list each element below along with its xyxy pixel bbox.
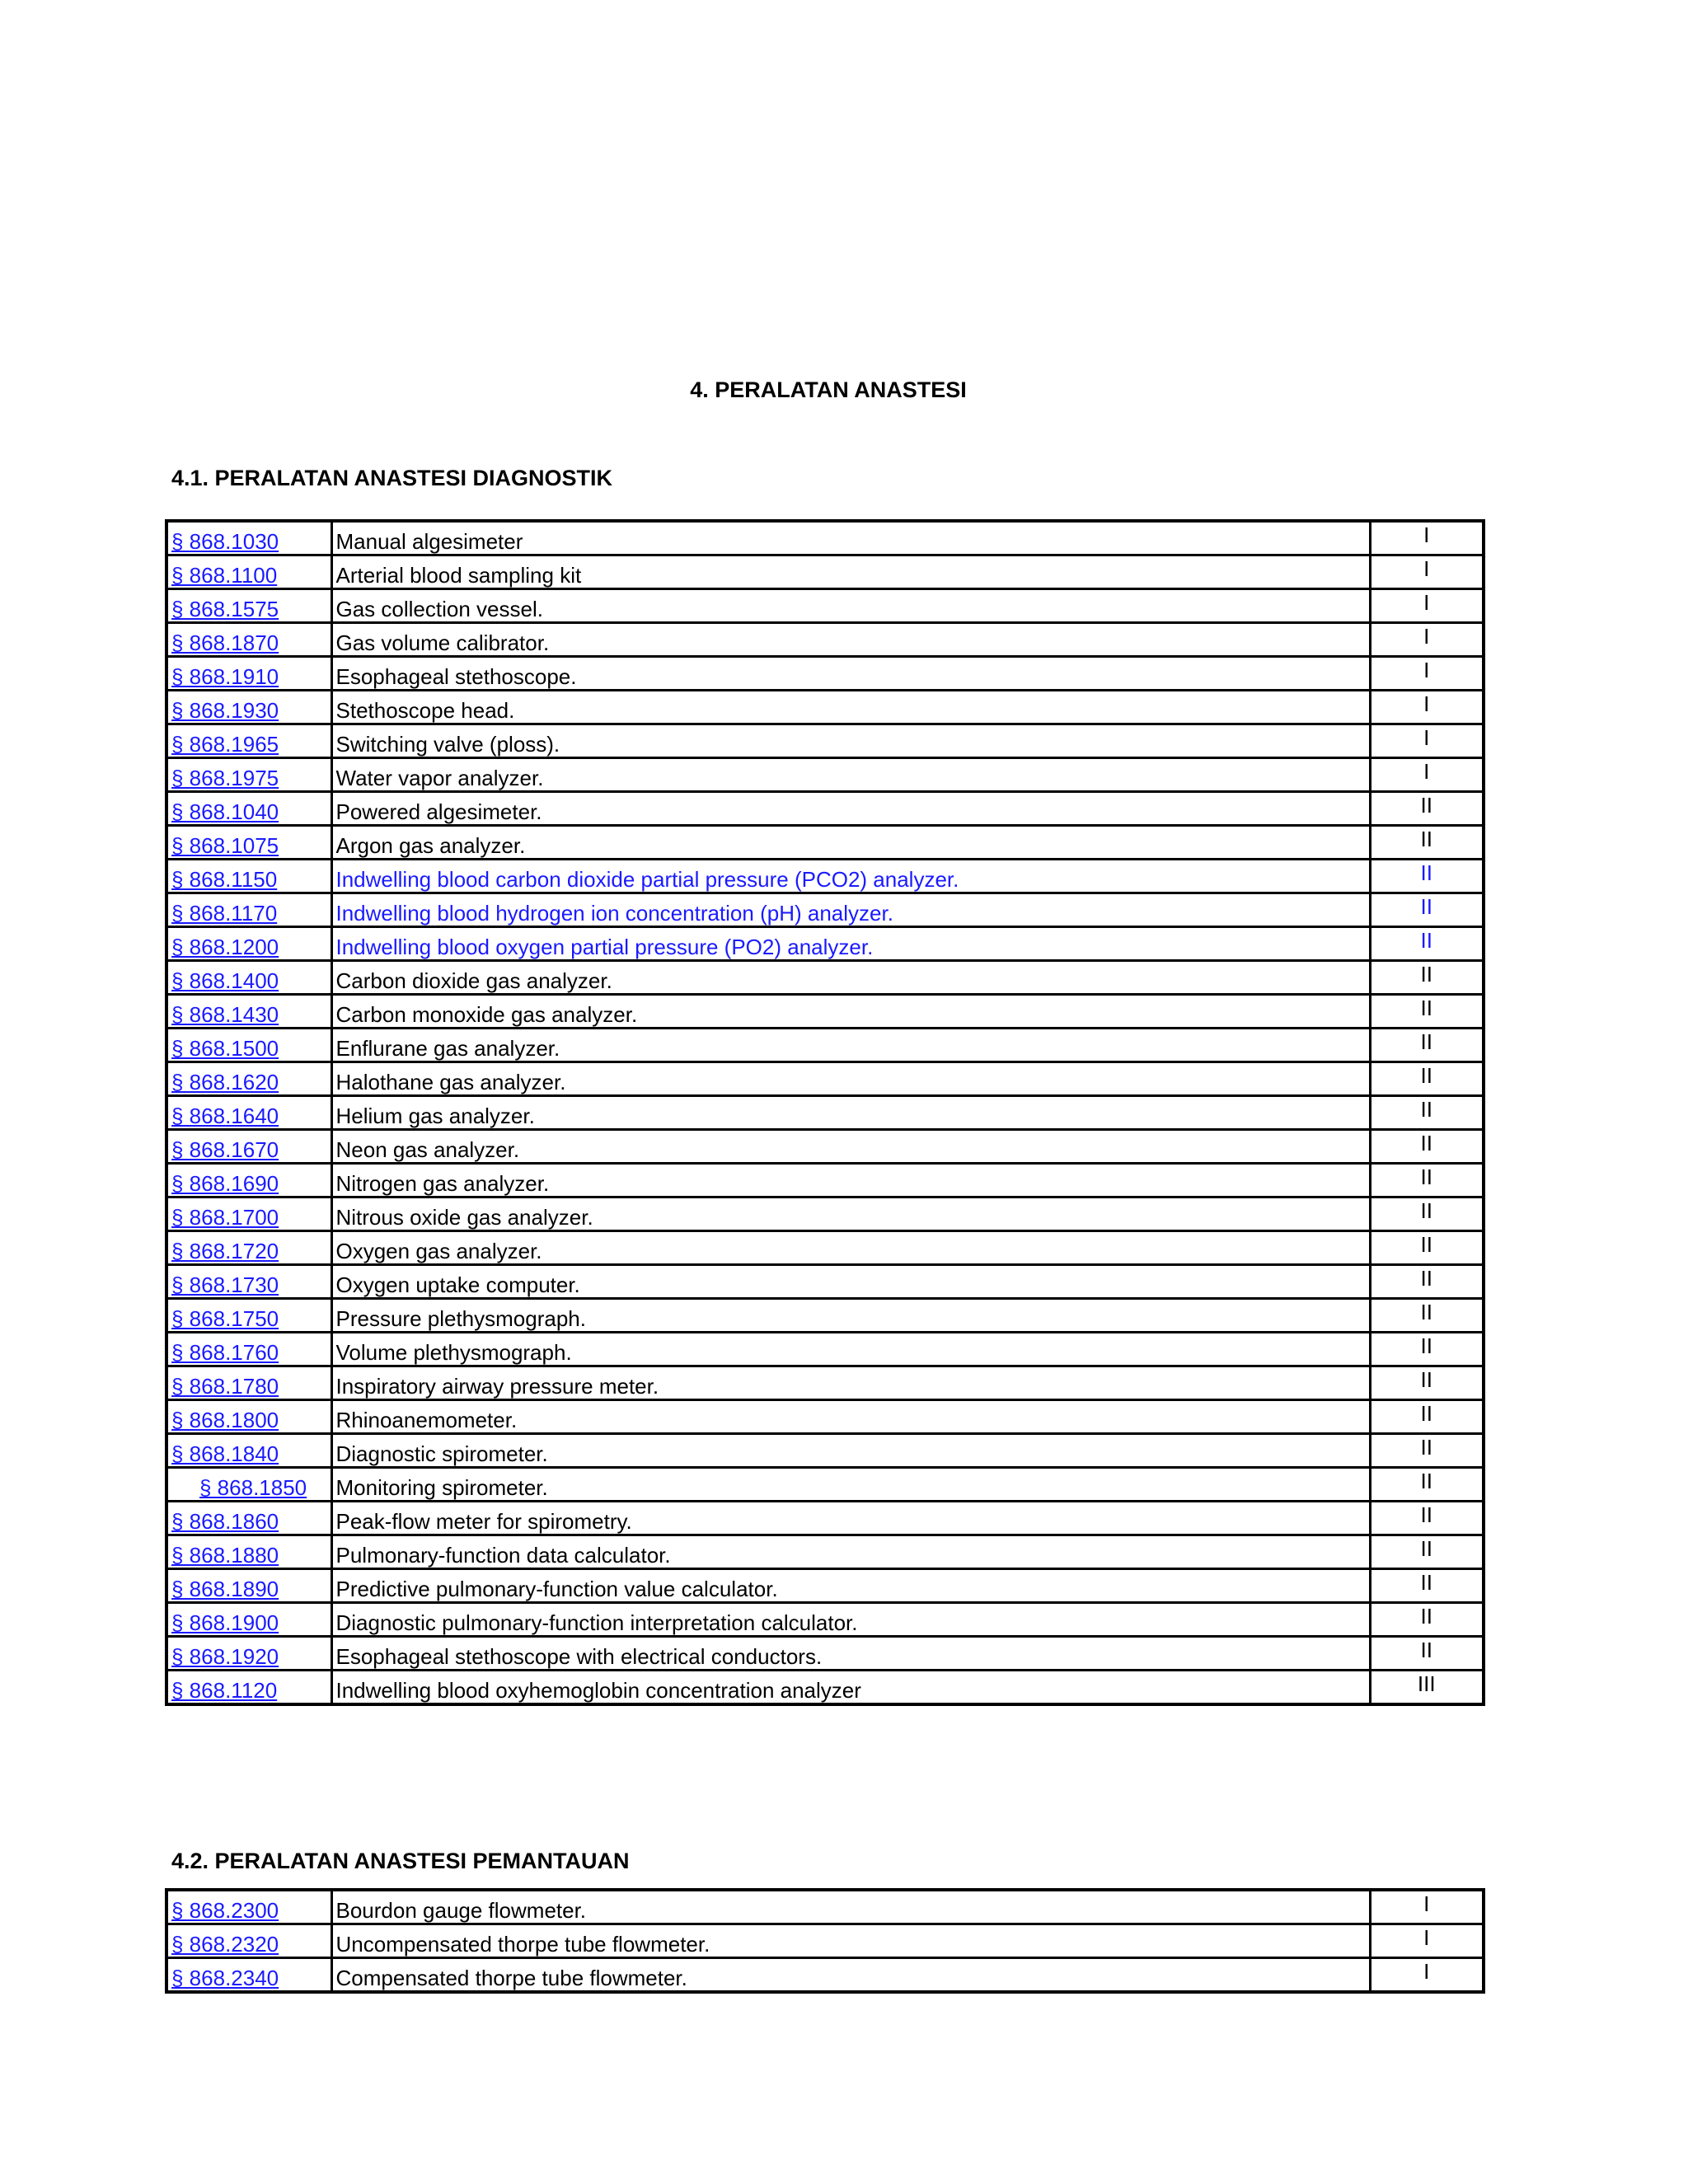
regulation-code-cell [166,1671,331,1705]
table-row [166,1299,1484,1333]
device-description: Indwelling blood hydrogen ion concentration (pH) analyzer. [331,893,1370,927]
device-description: Oxygen gas analyzer. [331,1231,1370,1265]
device-description: Indwelling blood oxygen partial pressure (PO2) analyzer. [331,927,1370,961]
regulation-link[interactable]: § 868.1100 [171,563,278,588]
regulation-link[interactable]: § 868.1920 [171,1644,279,1669]
device-description: Compensated thorpe tube flowmeter. [331,1958,1370,1993]
regulation-link[interactable]: § 868.1040 [171,799,279,824]
regulation-code-cell [166,1197,331,1231]
device-class: II [1370,1197,1484,1231]
regulation-link[interactable]: § 868.2320 [171,1932,279,1957]
regulation-code-cell [166,1231,331,1265]
device-class: II [1370,1299,1484,1333]
device-description: Water vapor analyzer. [331,758,1370,792]
table-row [166,995,1484,1029]
regulation-link[interactable]: § 868.2300 [171,1898,279,1923]
device-description: Pulmonary-function data calculator. [331,1535,1370,1569]
table-row [166,1958,1484,1993]
table-row [166,1603,1484,1637]
regulation-link[interactable]: § 868.1760 [171,1340,279,1365]
table-row [166,1265,1484,1299]
device-description: Carbon dioxide gas analyzer. [331,961,1370,995]
device-description: Argon gas analyzer. [331,826,1370,860]
device-class: I [1370,758,1484,792]
regulation-code-cell [166,995,331,1029]
regulation-link[interactable]: § 868.1400 [171,968,279,993]
device-description: Switching valve (ploss). [331,724,1370,758]
device-class: I [1370,1958,1484,1993]
section-title-diagnostik: 4.1. PERALATAN ANASTESI DIAGNOSTIK [171,466,613,490]
regulation-code-cell [166,724,331,758]
device-class: I [1370,589,1484,623]
device-description: Bourdon gauge flowmeter. [331,1890,1370,1924]
table-row [166,1164,1484,1197]
table-row [166,1366,1484,1400]
table-row [166,1400,1484,1434]
regulation-link[interactable]: § 868.1700 [171,1205,279,1230]
device-class: II [1370,1637,1484,1671]
table-row [166,1671,1484,1705]
device-description: Indwelling blood carbon dioxide partial pressure (PCO2) analyzer. [331,860,1370,893]
table-row [166,1535,1484,1569]
regulation-code-cell [166,826,331,860]
regulation-link[interactable]: § 868.1170 [171,901,278,926]
table-row [166,1096,1484,1130]
regulation-link[interactable]: § 868.1720 [171,1239,279,1263]
table-row [166,758,1484,792]
device-description: Oxygen uptake computer. [331,1265,1370,1299]
regulation-code-cell [166,893,331,927]
device-class: I [1370,1924,1484,1958]
regulation-code-cell [166,555,331,589]
device-description: Inspiratory airway pressure meter. [331,1366,1370,1400]
device-class: I [1370,1890,1484,1924]
device-description: Helium gas analyzer. [331,1096,1370,1130]
device-class: II [1370,1096,1484,1130]
device-description: Volume plethysmograph. [331,1333,1370,1366]
regulation-code-cell [166,623,331,657]
device-class: II [1370,1130,1484,1164]
regulation-code-cell [166,927,331,961]
regulation-link[interactable]: § 868.1640 [171,1104,279,1128]
regulation-code-cell [166,758,331,792]
device-description: Pressure plethysmograph. [331,1299,1370,1333]
regulation-link[interactable]: § 868.2340 [171,1966,279,1990]
table-row [166,893,1484,927]
device-description: Diagnostic pulmonary-function interpretation calculator. [331,1603,1370,1637]
regulation-link[interactable]: § 868.1860 [171,1509,279,1534]
device-class: II [1370,1603,1484,1637]
table-row [166,589,1484,623]
device-class: II [1370,1400,1484,1434]
device-description: Stethoscope head. [331,691,1370,724]
regulation-link[interactable]: § 868.1200 [171,935,279,959]
regulation-code-cell [166,1603,331,1637]
device-class: I [1370,724,1484,758]
regulation-code-cell [166,1637,331,1671]
device-description: Halothane gas analyzer. [331,1062,1370,1096]
regulation-code-cell [166,1924,331,1958]
regulation-link[interactable]: § 868.1690 [171,1171,279,1196]
regulation-link[interactable]: § 868.1150 [171,867,278,892]
regulation-code-cell [166,691,331,724]
device-description: Neon gas analyzer. [331,1130,1370,1164]
table-row [166,1502,1484,1535]
regulation-link[interactable]: § 868.1750 [171,1306,279,1331]
regulation-link[interactable]: § 868.1500 [171,1036,279,1061]
regulation-code-cell [166,792,331,826]
table-row [166,1029,1484,1062]
regulation-code-cell [166,1958,331,1993]
regulation-link[interactable]: § 868.1800 [171,1408,279,1432]
device-class: I [1370,521,1484,555]
device-class: II [1370,961,1484,995]
device-class: II [1370,1265,1484,1299]
device-description: Diagnostic spirometer. [331,1434,1370,1468]
device-class: II [1370,893,1484,927]
device-class: I [1370,691,1484,724]
device-class: II [1370,1535,1484,1569]
device-class: II [1370,860,1484,893]
regulation-link[interactable]: § 868.1850 [199,1475,307,1500]
device-class: II [1370,1062,1484,1096]
table-row [166,623,1484,657]
table-row [166,792,1484,826]
device-class: II [1370,1029,1484,1062]
regulation-code-cell [166,1096,331,1130]
regulation-link[interactable]: § 868.1075 [171,833,279,858]
regulation-code-cell [166,860,331,893]
table-row [166,1231,1484,1265]
device-class: II [1370,1434,1484,1468]
table-row [166,691,1484,724]
section-title-pemantauan: 4.2. PERALATAN ANASTESI PEMANTAUAN [171,1849,630,1873]
device-description: Esophageal stethoscope. [331,657,1370,691]
regulation-code-cell [166,1890,331,1924]
device-class: II [1370,1468,1484,1502]
device-description: Arterial blood sampling kit [331,555,1370,589]
device-class: II [1370,792,1484,826]
regulation-link[interactable]: § 868.1430 [171,1002,279,1027]
device-description: Nitrogen gas analyzer. [331,1164,1370,1197]
device-description: Manual algesimeter [331,521,1370,555]
device-class: II [1370,1366,1484,1400]
device-class: I [1370,657,1484,691]
regulation-code-cell [166,1062,331,1096]
regulation-code-cell [166,1400,331,1434]
page-title: 4. PERALATAN ANASTESI [690,377,967,402]
table-row [166,657,1484,691]
table-row [166,1468,1484,1502]
device-description: Uncompensated thorpe tube flowmeter. [331,1924,1370,1958]
device-description: Carbon monoxide gas analyzer. [331,995,1370,1029]
table-row [166,1062,1484,1096]
table-row [166,826,1484,860]
regulation-code-cell [166,1333,331,1366]
regulation-code-cell [166,1265,331,1299]
device-description: Powered algesimeter. [331,792,1370,826]
regulation-link[interactable]: § 868.1910 [171,664,279,689]
regulation-code-cell [166,589,331,623]
regulation-link[interactable]: § 868.1890 [171,1577,279,1601]
table-row [166,1333,1484,1366]
regulation-code-cell [166,1502,331,1535]
device-table-diagnostik [165,519,1485,1706]
regulation-link[interactable]: § 868.1880 [171,1543,279,1568]
device-class: II [1370,1333,1484,1366]
device-class: I [1370,623,1484,657]
regulation-code-cell [166,1299,331,1333]
regulation-code-cell [166,1468,331,1502]
regulation-code-cell [166,1164,331,1197]
device-description: Indwelling blood oxyhemoglobin concentration analyzer [331,1671,1370,1705]
device-description: Predictive pulmonary-function value calculator. [331,1569,1370,1603]
device-table-pemantauan [165,1888,1485,1994]
regulation-link[interactable]: § 868.1670 [171,1137,279,1162]
regulation-link[interactable]: § 868.1840 [171,1441,279,1466]
device-class: II [1370,927,1484,961]
device-description: Rhinoanemometer. [331,1400,1370,1434]
regulation-link[interactable]: § 868.1900 [171,1610,279,1635]
device-class: I [1370,555,1484,589]
regulation-code-cell [166,521,331,555]
device-class: II [1370,1569,1484,1603]
table-row [166,1890,1484,1924]
regulation-link[interactable]: § 868.1030 [171,529,279,554]
regulation-link[interactable]: § 868.1620 [171,1070,279,1094]
regulation-code-cell [166,657,331,691]
table-row [166,961,1484,995]
regulation-code-cell [166,1366,331,1400]
table-row [166,1637,1484,1671]
device-description: Monitoring spirometer. [331,1468,1370,1502]
table-row [166,555,1484,589]
regulation-link[interactable]: § 868.1870 [171,630,279,655]
table-row [166,927,1484,961]
regulation-code-cell [166,1029,331,1062]
device-class: II [1370,1231,1484,1265]
device-description: Esophageal stethoscope with electrical conductors. [331,1637,1370,1671]
regulation-code-cell [166,1535,331,1569]
device-class: II [1370,1164,1484,1197]
regulation-link[interactable]: § 868.1780 [171,1374,279,1399]
device-description: Peak-flow meter for spirometry. [331,1502,1370,1535]
table-row [166,724,1484,758]
table-row [166,1197,1484,1231]
table-row [166,1434,1484,1468]
device-description: Gas collection vessel. [331,589,1370,623]
regulation-code-cell [166,1130,331,1164]
table-row [166,1924,1484,1958]
regulation-link[interactable]: § 868.1575 [171,597,279,621]
regulation-code-cell [166,961,331,995]
device-description: Enflurane gas analyzer. [331,1029,1370,1062]
regulation-link[interactable]: § 868.1930 [171,698,279,723]
regulation-code-cell [166,1569,331,1603]
regulation-link[interactable]: § 868.1730 [171,1272,279,1297]
device-description: Gas volume calibrator. [331,623,1370,657]
table-row [166,1569,1484,1603]
table-row [166,521,1484,555]
device-description: Nitrous oxide gas analyzer. [331,1197,1370,1231]
device-class: II [1370,995,1484,1029]
table-row [166,860,1484,893]
device-class: II [1370,826,1484,860]
regulation-link[interactable]: § 868.1965 [171,732,279,757]
device-class: III [1370,1671,1484,1705]
device-class: II [1370,1502,1484,1535]
regulation-code-cell [166,1434,331,1468]
table-row [166,1130,1484,1164]
regulation-link[interactable]: § 868.1120 [171,1678,278,1703]
regulation-link[interactable]: § 868.1975 [171,766,279,790]
